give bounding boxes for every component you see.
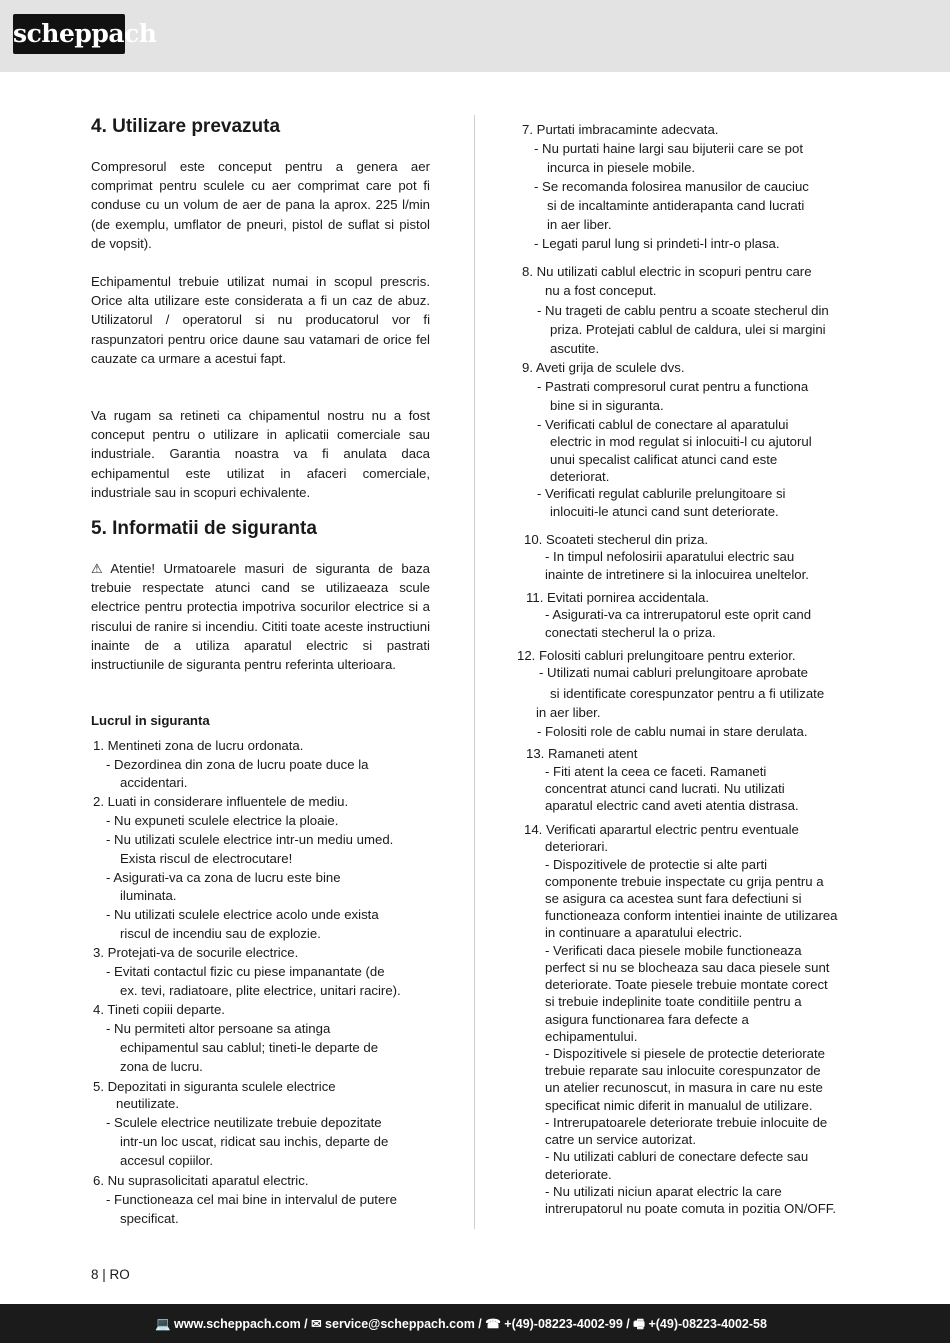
list-line: zona de lucru. bbox=[120, 1059, 203, 1074]
list-line: un atelier recunoscut, in masura in care nu este bbox=[545, 1080, 823, 1095]
list-line: - Nu utilizati cabluri de conectare defecte sau bbox=[545, 1149, 809, 1164]
list-line: - Nu purtati haine largi sau bijuterii care se pot bbox=[534, 141, 804, 156]
list-line: trebuie reparate sau inlocuite corespunzator de bbox=[545, 1063, 821, 1078]
list-line: 7. Purtati imbracaminte adecvata. bbox=[522, 122, 719, 137]
list-line: catre un service autorizat. bbox=[545, 1132, 696, 1147]
list-line: - Dezordinea din zona de lucru poate duce la bbox=[106, 757, 369, 772]
list-line: - Nu trageti de cablu pentru a scoate stecherul din bbox=[537, 303, 829, 318]
list-line: inainte de intretinere si la inlocuirea uneltelor. bbox=[545, 567, 809, 582]
list-line: riscul de incendiu sau de explozie. bbox=[120, 926, 321, 941]
list-line: aparatul electric cand aveti atentia distrasa. bbox=[545, 798, 799, 813]
scheppach-logo: scheppach bbox=[13, 14, 125, 54]
list-line: priza. Protejati cablul de caldura, ulei si margini bbox=[550, 322, 826, 337]
paragraph-warning bbox=[91, 559, 430, 674]
list-line: se asigura ca acestea sunt fara defectiuni si bbox=[545, 891, 802, 906]
page-footer bbox=[0, 1304, 950, 1343]
list-line: 13. Ramaneti atent bbox=[526, 746, 638, 761]
subheading-safe-work: Lucrul in siguranta bbox=[91, 713, 210, 728]
list-line: neutilizate. bbox=[116, 1096, 180, 1111]
list-line: intr-un loc uscat, ridicat sau inchis, departe de bbox=[120, 1134, 389, 1149]
list-line: unui specalist calificat atunci cand este bbox=[550, 452, 778, 467]
list-line: in aer liber. bbox=[547, 217, 612, 232]
list-line: - Fiti atent la ceea ce faceti. Ramaneti bbox=[545, 764, 767, 779]
list-line: asigura functionarea fara defecte a bbox=[545, 1012, 749, 1027]
list-line: - Pastrati compresorul curat pentru a functiona bbox=[537, 379, 809, 394]
list-line: - Sculele electrice neutilizate trebuie depozitate bbox=[106, 1115, 382, 1130]
list-line: 4. Tineti copiii departe. bbox=[93, 1002, 225, 1017]
list-line: 5. Depozitati in siguranta sculele electrice bbox=[93, 1079, 336, 1094]
list-line: 1. Mentineti zona de lucru ordonata. bbox=[93, 738, 304, 753]
list-line: intrerupatorul nu poate comuta in pozitia ON/OFF. bbox=[545, 1201, 836, 1216]
list-line: echipamentul sau cablul; tineti-le departe de bbox=[120, 1040, 379, 1055]
list-line: 8. Nu utilizati cablul electric in scopuri pentru care bbox=[522, 264, 812, 279]
list-line: - Nu utilizati sculele electrice acolo unde exista bbox=[106, 907, 379, 922]
list-line: 11. Evitati pornirea accidentala. bbox=[526, 590, 710, 605]
list-line: concentrat atunci cand lucrati. Nu utilizati bbox=[545, 781, 785, 796]
list-line: - Nu permiteti altor persoane sa atinga bbox=[106, 1021, 331, 1036]
list-line: - Nu utilizati niciun aparat electric la care bbox=[545, 1184, 782, 1199]
column-divider bbox=[474, 115, 475, 1229]
list-line: - Se recomanda folosirea manusilor de cauciuc bbox=[534, 179, 809, 194]
list-line: Exista riscul de electrocutare! bbox=[120, 851, 293, 866]
list-line: - Asigurati-va ca intrerupatorul este oprit cand bbox=[545, 607, 812, 622]
list-line: incurca in piesele mobile. bbox=[547, 160, 696, 175]
warning-text: Atentie! Urmatoarele masuri de siguranta de baza trebuie respectate atunci cand se utilizaeaza scule electrice pentru protectia impotriva socurilor electrice si a riscului de ranire si incendiu. Cititi toate aceste instructiuni inainte de a utiliza aparatul electric si pastrati instructiunile de siguranta pentru referinta ulterioara. bbox=[91, 561, 430, 673]
list-line: accesul copiilor. bbox=[120, 1153, 214, 1168]
list-line: ascutite. bbox=[550, 341, 600, 356]
page-number: 8 | RO bbox=[91, 1267, 130, 1282]
list-line: - Verificati regulat cablurile prelungitoare si bbox=[537, 486, 786, 501]
right-column bbox=[512, 0, 868, 1260]
paragraph-prescribed-use: Echipamentul trebuie utilizat numai in scopul prescris. Orice alta utilizare este considerata a fi un caz de abuz. Utilizatorul / operatorul si nu producatorul vor fi raspunzatori pentru orice daune sau vatamari de orice fel cauzate ca urmare a acestui fapt. bbox=[91, 274, 430, 366]
list-line: echipamentului. bbox=[545, 1029, 638, 1044]
list-line: - Intrerupatoarele deteriorate trebuie inlocuite de bbox=[545, 1115, 828, 1130]
section-4-title: 4. Utilizare prevazuta bbox=[91, 116, 281, 137]
list-line: deteriorari. bbox=[545, 839, 609, 854]
list-line: deteriorat. bbox=[550, 469, 610, 484]
list-line: nu a fost conceput. bbox=[545, 283, 657, 298]
paragraph-commercial-use: Va rugam sa retineti ca chipamentul nostru nu a fost conceput pentru o utilizare in aplicatii comerciale sau industriale. Garantia noastra va fi anulata daca echipamentul este utilizat in afaceri comerciale, industriale sau in scopuri echivalente. bbox=[91, 408, 430, 500]
list-line: electric in mod regulat si inlocuiti-l cu ajutorul bbox=[550, 434, 812, 449]
list-line: inlocuiti-le atunci cand sunt deteriorate. bbox=[550, 504, 779, 519]
list-line: - Folositi role de cablu numai in stare derulata. bbox=[537, 724, 808, 739]
list-line: 9. Aveti grija de sculele dvs. bbox=[522, 360, 685, 375]
list-line: - Legati parul lung si prindeti-l intr-o plasa. bbox=[534, 236, 780, 251]
list-line: si trebuie indeplinite toate conditiile pentru a bbox=[545, 994, 802, 1009]
list-line: - Nu utilizati sculele electrice intr-un mediu umed. bbox=[106, 832, 394, 847]
list-line: deteriorate. bbox=[545, 1167, 612, 1182]
list-line: specificat. bbox=[120, 1211, 179, 1226]
list-line: - Dispozitivele si piesele de protectie deteriorate bbox=[545, 1046, 826, 1061]
warning-icon: ⚠ bbox=[91, 561, 103, 576]
paragraph-intended-use: Compresorul este conceput pentru a genera aer comprimat pentru sculele cu aer comprimat care pot fi conduse cu un volum de aer de pana la aprox. 225 l/min (de exemplu, umflator de pneuri, pistol de suflat si pistol de vopsit). bbox=[91, 159, 430, 251]
list-line: 6. Nu suprasolicitati aparatul electric. bbox=[93, 1173, 309, 1188]
list-line: 2. Luati in considerare influentele de mediu. bbox=[93, 794, 349, 809]
list-line: - Verificati cablul de conectare al aparatului bbox=[537, 417, 789, 432]
list-line: functioneaza conform intentiei inainte de utilizarea bbox=[545, 908, 838, 923]
list-line: 14. Verificati aparartul electric pentru eventuale bbox=[524, 822, 799, 837]
list-line: conectati stecherul la o priza. bbox=[545, 625, 716, 640]
list-line: - Asigurati-va ca zona de lucru este bine bbox=[106, 870, 341, 885]
list-line: - Verificati daca piesele mobile functioneaza bbox=[545, 943, 802, 958]
list-line: bine si in siguranta. bbox=[550, 398, 664, 413]
list-line: componente trebuie inspectate cu grija pentru a bbox=[545, 874, 824, 889]
list-line: - Functioneaza cel mai bine in intervalul de putere bbox=[106, 1192, 398, 1207]
left-column bbox=[91, 0, 430, 1260]
list-line: deteriorate. Toate piesele trebuie montate corect bbox=[545, 977, 828, 992]
list-line: iluminata. bbox=[120, 888, 177, 903]
list-line: - In timpul nefolosirii aparatului electric sau bbox=[545, 549, 795, 564]
list-line: - Utilizati numai cabluri prelungitoare aprobate bbox=[539, 665, 809, 680]
list-line: - Dispozitivele de protectie si alte parti bbox=[545, 857, 768, 872]
list-line: specificat nimic diferit in manualul de utilizare. bbox=[545, 1098, 813, 1113]
section-5-title: 5. Informatii de siguranta bbox=[91, 518, 317, 539]
list-line: ex. tevi, radiatoare, plite electrice, unitari racire). bbox=[120, 983, 401, 998]
list-line: in aer liber. bbox=[536, 705, 601, 720]
list-line: 10. Scoateti stecherul din priza. bbox=[524, 532, 708, 547]
list-line: si de incaltaminte antiderapanta cand lucrati bbox=[547, 198, 805, 213]
list-line: perfect si nu se blocheaza sau daca piesele sunt bbox=[545, 960, 830, 975]
list-line: si identificate corespunzator pentru a fi utilizate bbox=[550, 686, 825, 701]
list-line: - Evitati contactul fizic cu piese impanantate (de bbox=[106, 964, 385, 979]
footer-contact-text: 💻 www.scheppach.com / ✉ service@scheppach.com / ☎ +(49)-08223-4002-99 / 🖷 +(49)-08223-4002-58 bbox=[155, 1317, 767, 1331]
list-line: 3. Protejati-va de socurile electrice. bbox=[93, 945, 299, 960]
list-line: in continuare a aparatului electric. bbox=[545, 925, 743, 940]
list-line: accidentari. bbox=[120, 775, 188, 790]
list-line: 12. Folositi cabluri prelungitoare pentru exterior. bbox=[517, 648, 796, 663]
list-line: - Nu expuneti sculele electrice la ploaie. bbox=[106, 813, 339, 828]
